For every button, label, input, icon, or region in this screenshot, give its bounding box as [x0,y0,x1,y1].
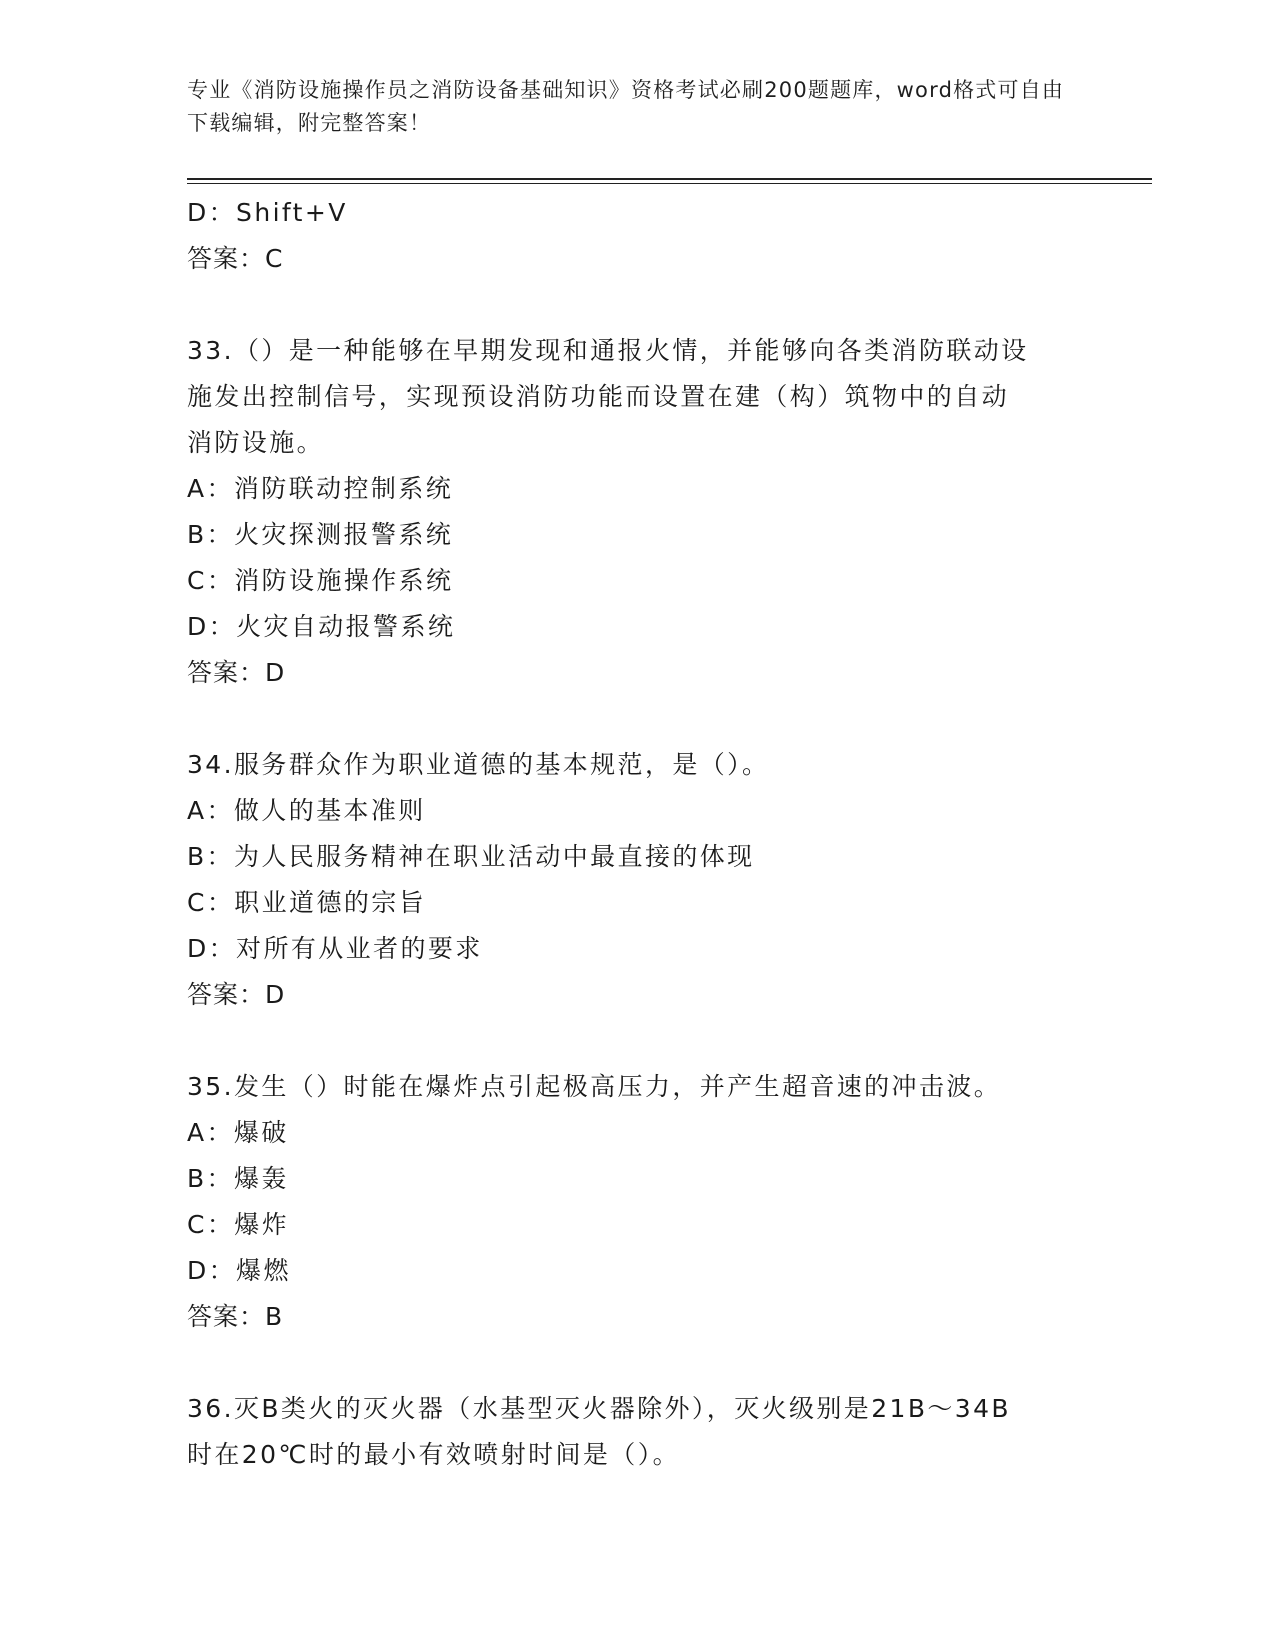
question-stem-line: 36.灭B类火的灭火器（水基型灭火器除外），灭火级别是21B～34B [187,1394,1011,1423]
option-c: C：爆炸 [187,1210,290,1239]
option-d: D：对所有从业者的要求 [187,934,483,963]
spacer [187,1340,1087,1386]
question-stem-line: 时在20℃时的最小有效喷射时间是（）。 [187,1440,680,1469]
question-stem-line: 35.发生（）时能在爆炸点引起极高压力，并产生超音速的冲击波。 [187,1072,1002,1101]
answer: 答案：D [187,980,286,1009]
header-divider-thick [187,178,1152,180]
question-stem-line: 消防设施。 [187,428,325,457]
prev-option-d: D：Shift+V [187,198,348,227]
prev-answer: 答案：C [187,244,284,273]
question-stem-line: 34.服务群众作为职业道德的基本规范，是（）。 [187,750,770,779]
question-36 [187,1386,1087,1478]
document-header: 专业《消防设施操作员之消防设备基础知识》资格考试必刷200题题库，word格式可自由下载编辑，附完整答案！ [187,78,1065,135]
option-a: A：爆破 [187,1118,289,1147]
spacer [187,282,1087,328]
document-body [187,190,1087,1478]
option-b: B：火灾探测报警系统 [187,520,454,549]
question-33 [187,328,1087,696]
option-b: B：爆轰 [187,1164,289,1193]
spacer [187,696,1087,742]
spacer [187,1018,1087,1064]
question-34 [187,742,1087,1018]
option-a: A：做人的基本准则 [187,796,426,825]
option-b: B：为人民服务精神在职业活动中最直接的体现 [187,842,755,871]
option-d: D：爆燃 [187,1256,291,1285]
answer: 答案：D [187,658,286,687]
header-divider-thin [187,183,1152,184]
question-35 [187,1064,1087,1340]
answer: 答案：B [187,1302,284,1331]
question-stem-line: 施发出控制信号，实现预设消防功能而设置在建（构）筑物中的自动 [187,382,1010,411]
option-c: C：职业道德的宗旨 [187,888,427,917]
option-a: A：消防联动控制系统 [187,474,454,503]
option-c: C：消防设施操作系统 [187,566,454,595]
option-d: D：火灾自动报警系统 [187,612,456,641]
question-stem-line: 33.（）是一种能够在早期发现和通报火情，并能够向各类消防联动设 [187,336,1029,365]
